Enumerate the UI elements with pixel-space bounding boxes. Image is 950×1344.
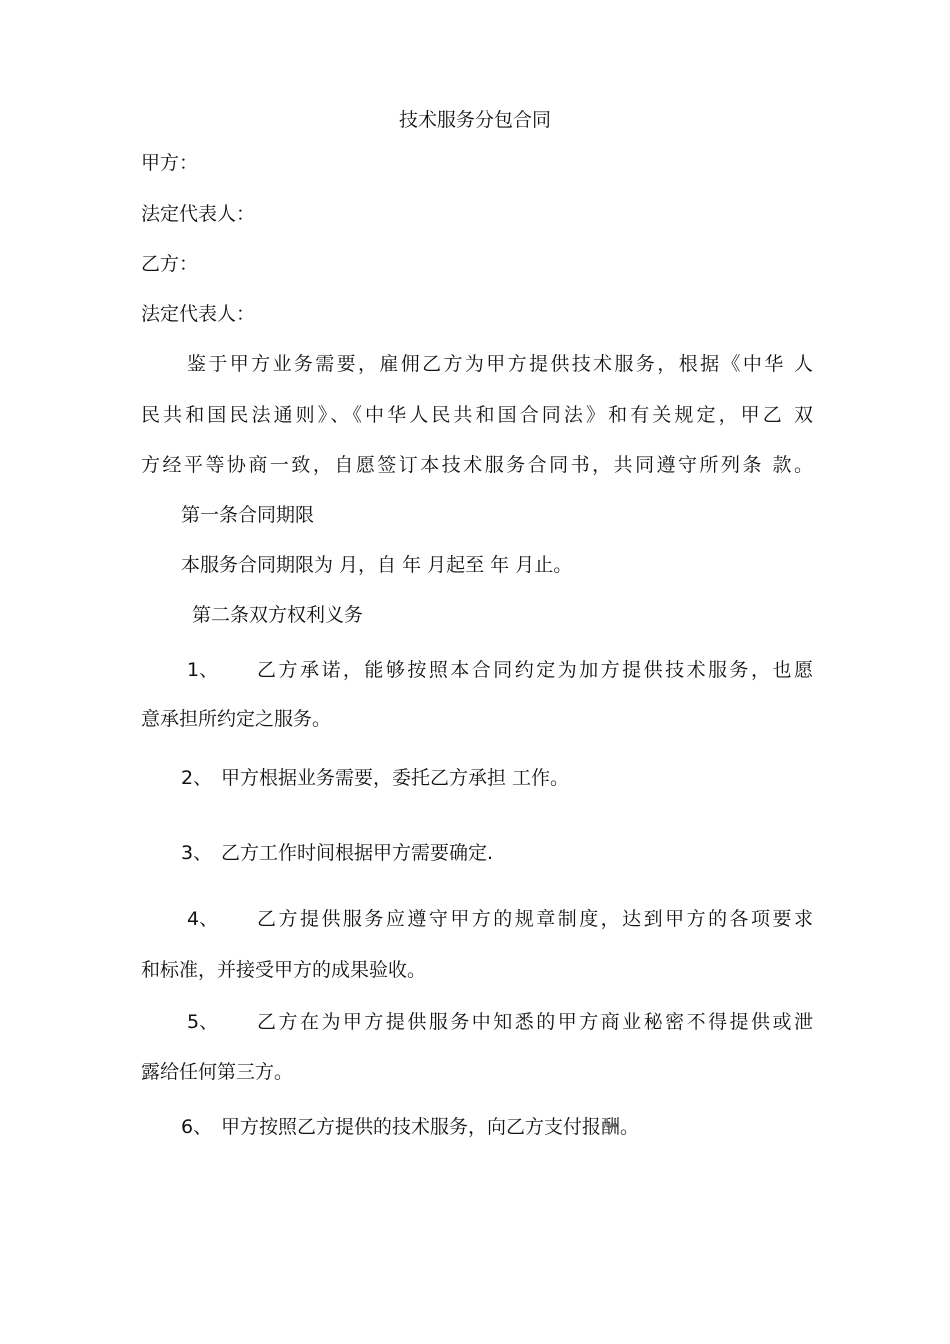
- party-a-representative-label: 法定代表人：: [141, 203, 256, 225]
- item-1-line-1: 乙方承诺，能够按照本合同约定为加方提供技术服务，也愿: [257, 659, 813, 681]
- article-2-heading: 第二条双方权利义务: [192, 604, 364, 626]
- item-5-line-1: 乙方在为甲方提供服务中知悉的甲方商业秘密不得提供或泄: [257, 1011, 813, 1033]
- item-1-line-2: 意承担所约定之服务。: [141, 708, 332, 730]
- item-4-number: 4、: [187, 908, 219, 930]
- document-title: 技术服务分包合同: [398, 109, 551, 131]
- item-6-number: 6、: [181, 1116, 213, 1138]
- item-4-line-2: 和标准，并接受甲方的成果验收。: [141, 959, 427, 981]
- item-6-line-1: 甲方按照乙方提供的技术服务，向乙方支付报酬。: [221, 1116, 640, 1138]
- item-2-line-1: 甲方根据业务需要，委托乙方承担 工作。: [221, 767, 570, 789]
- item-3-number: 3、: [181, 842, 213, 864]
- item-2-number: 2、: [181, 767, 213, 789]
- party-b-label: 乙方：: [141, 253, 199, 275]
- article-1-heading: 第一条合同期限: [181, 504, 315, 526]
- party-a-label: 甲方：: [141, 152, 199, 174]
- preamble-line-2: 民共和国民法通则》、《中华人民共和国合同法》和有关规定，甲乙 双: [141, 404, 813, 426]
- item-5-number: 5、: [187, 1011, 219, 1033]
- preamble-line-3: 方经平等协商一致，自愿签订本技术服务合同书，共同遵守所列条 款。: [141, 454, 813, 476]
- preamble-line-1: 鉴于甲方业务需要，雇佣乙方为甲方提供技术服务，根据《中华 人: [187, 353, 813, 375]
- item-4-line-1: 乙方提供服务应遵守甲方的规章制度，达到甲方的各项要求: [257, 908, 813, 930]
- item-1-number: 1、: [187, 659, 219, 681]
- item-3-line-1: 乙方工作时间根据甲方需要确定.: [221, 842, 494, 864]
- article-1-text: 本服务合同期限为 月，自 年 月起至 年 月止。: [181, 554, 573, 576]
- party-b-representative-label: 法定代表人：: [141, 303, 256, 325]
- item-5-line-2: 露给任何第三方。: [141, 1061, 294, 1083]
